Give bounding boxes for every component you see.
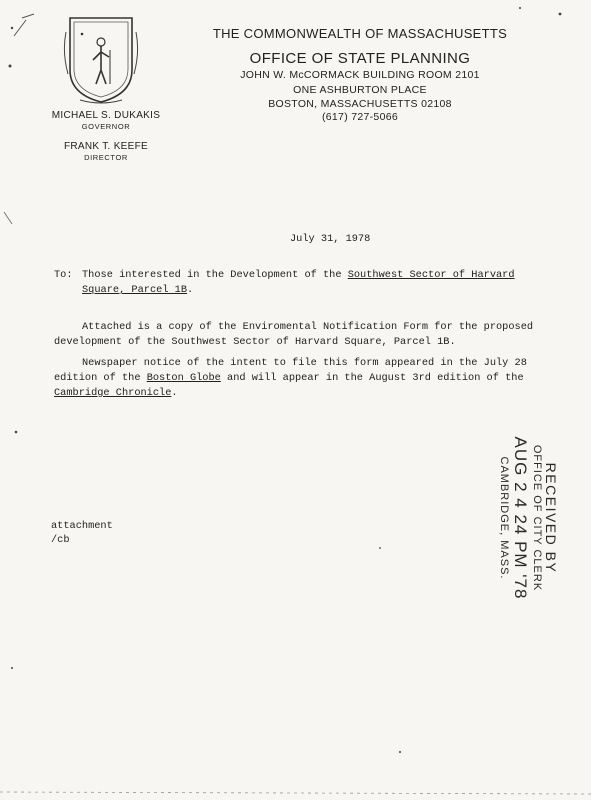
letter-date: July 31, 1978 [290, 233, 371, 245]
phone-number: (617) 727-5066 [321, 111, 398, 123]
address-city: BOSTON, MASSACHUSETTS 02108 [268, 98, 452, 110]
typist-initials: /cb [51, 534, 70, 546]
director-title: DIRECTOR [84, 153, 128, 162]
para2-end: . [171, 387, 178, 399]
newspaper-cambridge-chronicle: Cambridge Chronicle [54, 387, 172, 399]
director-name: FRANK T. KEEFE [63, 141, 149, 152]
para2-prefix: edition of the [54, 372, 147, 384]
stamp-received: RECEIVED BY [543, 462, 559, 574]
address-building: JOHN W. McCORMACK BUILDING ROOM 2101 [240, 69, 480, 81]
state-name: THE COMMONWEALTH OF MASSACHUSETTS [212, 26, 508, 41]
project-parcel: Square, Parcel 1B [82, 284, 188, 296]
addressee-prefix: Those interested in the Development of the [82, 269, 348, 281]
paragraph-1-line-2: development of the Southwest Sector of Harvard Square, Parcel 1B. [54, 336, 456, 348]
governor-name: MICHAEL S. DUKAKIS [51, 110, 161, 121]
newspaper-boston-globe: Boston Globe [146, 372, 221, 384]
paragraph-1-line-1: Attached is a copy of the Enviromental Notification Form for the proposed [82, 321, 534, 333]
project-name: Southwest Sector of Harvard [347, 269, 515, 281]
to-label: To: [54, 269, 73, 281]
para2-suffix: and will appear in the August 3rd edition of the [220, 372, 524, 384]
office-name: OFFICE OF STATE PLANNING [249, 50, 471, 67]
stamp-office: OFFICE OF CITY CLERK [531, 444, 543, 592]
stamp-date: AUG 2 4 24 PM '78 [511, 436, 530, 600]
governor-title: GOVERNOR [81, 122, 131, 131]
paragraph-2-line-1: Newspaper notice of the intent to file this form appeared in the July 28 [82, 357, 527, 369]
stamp-city: CAMBRIDGE, MASS. [498, 456, 510, 580]
addressee-suffix: . [187, 284, 194, 296]
attachment-note: attachment [51, 520, 113, 532]
address-street: ONE ASHBURTON PLACE [293, 84, 427, 96]
